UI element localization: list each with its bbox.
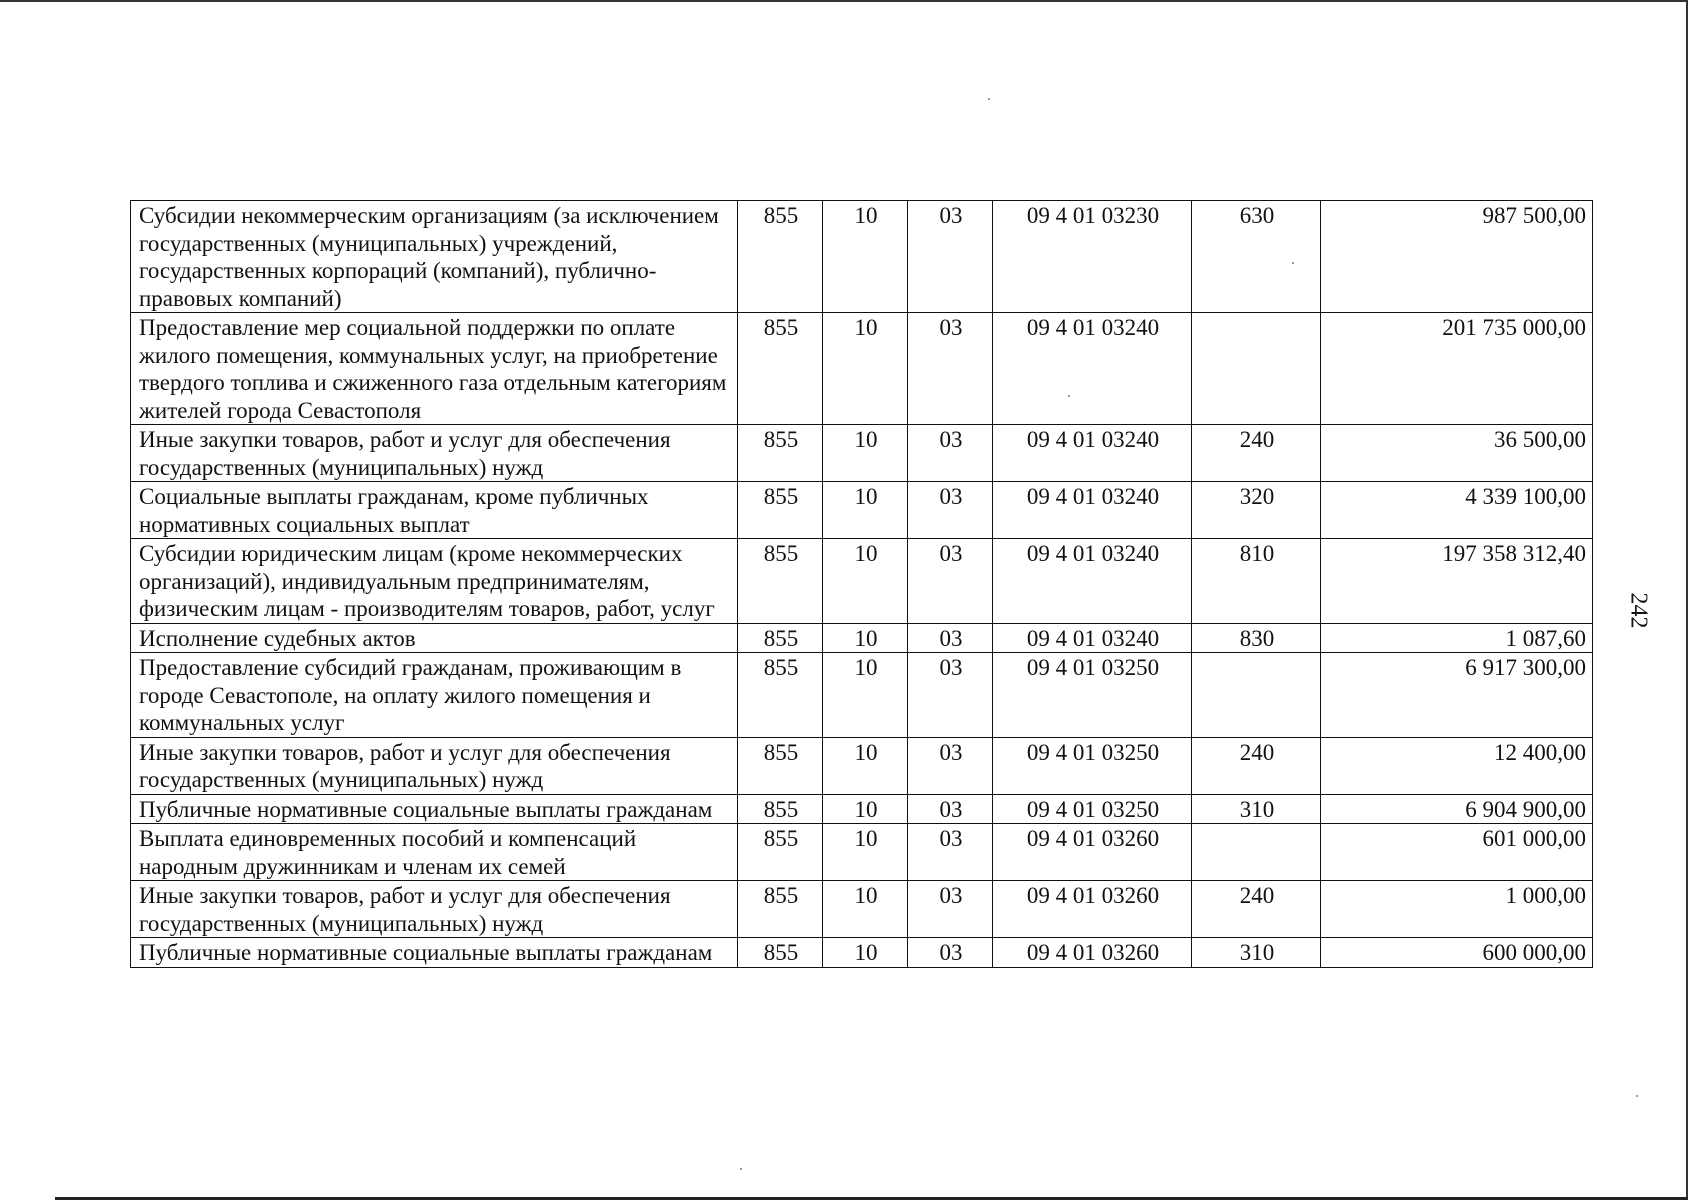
cell-section: 10 [823, 794, 908, 824]
cell-amount: 4 339 100,00 [1321, 482, 1593, 539]
cell-amount: 6 904 900,00 [1321, 794, 1593, 824]
cell-section: 10 [823, 824, 908, 881]
cell-name: Субсидии некоммерческим организациям (за исключением государственных (муниципальных) учреждений, государственных корпораций (компаний), публично-правовых компаний) [131, 201, 738, 313]
cell-subsection: 03 [908, 623, 993, 653]
scan-speck [1292, 262, 1294, 264]
cell-subsection: 03 [908, 824, 993, 881]
cell-amount: 1 087,60 [1321, 623, 1593, 653]
table-row [131, 824, 1593, 881]
cell-section: 10 [823, 201, 908, 313]
budget-table-body [131, 201, 1593, 968]
cell-amount: 1 000,00 [1321, 881, 1593, 938]
cell-ministry-code: 855 [738, 623, 823, 653]
cell-amount: 601 000,00 [1321, 824, 1593, 881]
cell-expense-type [1192, 653, 1321, 738]
cell-name: Субсидии юридическим лицам (кроме некоммерческих организаций), индивидуальным предпринимателям, физическим лицам - производителям товаров, работ, услуг [131, 539, 738, 624]
table-row [131, 313, 1593, 425]
cell-ministry-code: 855 [738, 824, 823, 881]
cell-subsection: 03 [908, 938, 993, 968]
cell-subsection: 03 [908, 881, 993, 938]
cell-ministry-code: 855 [738, 482, 823, 539]
cell-target-article: 09 4 01 03240 [993, 482, 1192, 539]
cell-amount: 600 000,00 [1321, 938, 1593, 968]
cell-target-article: 09 4 01 03260 [993, 824, 1192, 881]
cell-amount: 987 500,00 [1321, 201, 1593, 313]
cell-expense-type: 830 [1192, 623, 1321, 653]
cell-section: 10 [823, 938, 908, 968]
cell-name: Предоставление мер социальной поддержки по оплате жилого помещения, коммунальных услуг, на приобретение твердого топлива и сжиженного газа отдельным категориям жителей города Севастополя [131, 313, 738, 425]
cell-name: Иные закупки товаров, работ и услуг для обеспечения государственных (муниципальных) нужд [131, 425, 738, 482]
cell-subsection: 03 [908, 794, 993, 824]
scan-speck [740, 1168, 742, 1170]
cell-target-article: 09 4 01 03250 [993, 737, 1192, 794]
cell-amount: 197 358 312,40 [1321, 539, 1593, 624]
page-number: 242 [1625, 592, 1652, 629]
cell-name: Исполнение судебных актов [131, 623, 738, 653]
cell-ministry-code: 855 [738, 313, 823, 425]
cell-subsection: 03 [908, 425, 993, 482]
cell-target-article: 09 4 01 03250 [993, 653, 1192, 738]
cell-section: 10 [823, 482, 908, 539]
table-row [131, 881, 1593, 938]
table-row [131, 201, 1593, 313]
cell-name: Выплата единовременных пособий и компенсаций народным дружинникам и членам их семей [131, 824, 738, 881]
scan-edge-top [0, 0, 1688, 2]
cell-ministry-code: 855 [738, 425, 823, 482]
table-row [131, 482, 1593, 539]
cell-target-article: 09 4 01 03260 [993, 938, 1192, 968]
table-row [131, 737, 1593, 794]
cell-target-article: 09 4 01 03230 [993, 201, 1192, 313]
cell-subsection: 03 [908, 313, 993, 425]
cell-amount: 6 917 300,00 [1321, 653, 1593, 738]
cell-section: 10 [823, 653, 908, 738]
cell-expense-type: 810 [1192, 539, 1321, 624]
cell-ministry-code: 855 [738, 737, 823, 794]
scan-speck [1636, 1095, 1638, 1097]
cell-amount: 201 735 000,00 [1321, 313, 1593, 425]
cell-section: 10 [823, 881, 908, 938]
cell-target-article: 09 4 01 03240 [993, 539, 1192, 624]
scan-speck [1068, 395, 1070, 397]
cell-name: Социальные выплаты гражданам, кроме публичных нормативных социальных выплат [131, 482, 738, 539]
budget-table [130, 200, 1593, 968]
cell-target-article: 09 4 01 03240 [993, 623, 1192, 653]
table-row [131, 623, 1593, 653]
cell-name: Предоставление субсидий гражданам, проживающим в городе Севастополе, на оплату жилого помещения и коммунальных услуг [131, 653, 738, 738]
cell-amount: 36 500,00 [1321, 425, 1593, 482]
cell-section: 10 [823, 623, 908, 653]
cell-subsection: 03 [908, 539, 993, 624]
cell-section: 10 [823, 737, 908, 794]
cell-expense-type: 630 [1192, 201, 1321, 313]
cell-target-article: 09 4 01 03260 [993, 881, 1192, 938]
cell-section: 10 [823, 425, 908, 482]
cell-expense-type: 240 [1192, 425, 1321, 482]
cell-ministry-code: 855 [738, 794, 823, 824]
cell-target-article: 09 4 01 03250 [993, 794, 1192, 824]
scan-speck [988, 98, 990, 100]
cell-subsection: 03 [908, 482, 993, 539]
cell-ministry-code: 855 [738, 938, 823, 968]
table-row [131, 653, 1593, 738]
cell-expense-type: 240 [1192, 881, 1321, 938]
cell-ministry-code: 855 [738, 201, 823, 313]
cell-target-article: 09 4 01 03240 [993, 313, 1192, 425]
table-row [131, 539, 1593, 624]
table-row [131, 938, 1593, 968]
cell-ministry-code: 855 [738, 539, 823, 624]
cell-ministry-code: 855 [738, 653, 823, 738]
cell-amount: 12 400,00 [1321, 737, 1593, 794]
cell-section: 10 [823, 313, 908, 425]
cell-name: Публичные нормативные социальные выплаты гражданам [131, 794, 738, 824]
cell-expense-type [1192, 824, 1321, 881]
cell-name: Публичные нормативные социальные выплаты гражданам [131, 938, 738, 968]
cell-subsection: 03 [908, 737, 993, 794]
cell-ministry-code: 855 [738, 881, 823, 938]
cell-subsection: 03 [908, 201, 993, 313]
cell-name: Иные закупки товаров, работ и услуг для обеспечения государственных (муниципальных) нужд [131, 737, 738, 794]
table-row [131, 794, 1593, 824]
cell-target-article: 09 4 01 03240 [993, 425, 1192, 482]
cell-name: Иные закупки товаров, работ и услуг для обеспечения государственных (муниципальных) нужд [131, 881, 738, 938]
cell-expense-type: 320 [1192, 482, 1321, 539]
cell-expense-type [1192, 313, 1321, 425]
cell-expense-type: 310 [1192, 794, 1321, 824]
cell-expense-type: 310 [1192, 938, 1321, 968]
table-row [131, 425, 1593, 482]
cell-expense-type: 240 [1192, 737, 1321, 794]
cell-section: 10 [823, 539, 908, 624]
cell-subsection: 03 [908, 653, 993, 738]
